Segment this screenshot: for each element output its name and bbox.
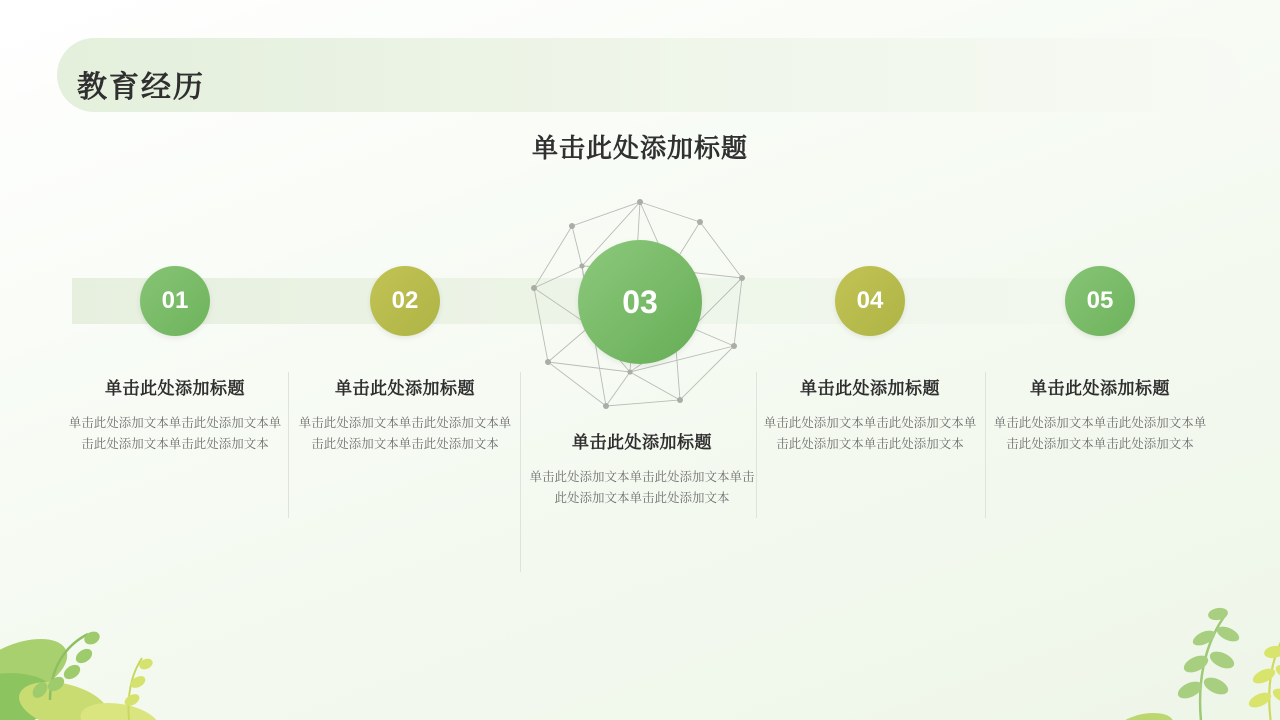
column-divider: [985, 372, 986, 518]
step-title-03: 单击此处添加标题: [572, 433, 712, 452]
step-title-02: 单击此处添加标题: [335, 379, 475, 398]
step-body-03: 单击此处添加文本单击此处添加文本单击此处添加文本单击此处添加文本: [529, 470, 755, 505]
step-body-04: 单击此处添加文本单击此处添加文本单击此处添加文本单击此处添加文本: [763, 416, 977, 451]
step-circle-02[interactable]: 02: [370, 266, 440, 336]
column-divider: [288, 372, 289, 518]
header-bar: [57, 38, 1239, 112]
step-circle-05[interactable]: 05: [1065, 266, 1135, 336]
step-title-01: 单击此处添加标题: [105, 379, 245, 398]
main-title: 单击此处添加标题: [531, 133, 748, 163]
step-column-05: [988, 374, 1212, 455]
column-divider: [756, 372, 757, 518]
step-column-01: [63, 374, 287, 455]
step-body-02: 单击此处添加文本单击此处添加文本单击此处添加文本单击此处添加文本: [298, 416, 512, 451]
column-divider: [520, 372, 521, 572]
step-title-05: 单击此处添加标题: [1030, 379, 1170, 398]
step-circle-03[interactable]: 03: [578, 240, 702, 364]
step-column-03: [528, 428, 756, 509]
page-title: 教育经历: [77, 71, 205, 104]
step-column-02: [293, 374, 517, 455]
step-body-05: 单击此处添加文本单击此处添加文本单击此处添加文本单击此处添加文本: [993, 416, 1207, 451]
step-body-01: 单击此处添加文本单击此处添加文本单击此处添加文本单击此处添加文本: [68, 416, 282, 451]
step-title-04: 单击此处添加标题: [800, 379, 940, 398]
step-circle-01[interactable]: 01: [140, 266, 210, 336]
step-column-04: [758, 374, 982, 455]
leaf-decoration-left: [0, 550, 310, 720]
leaf-decoration-right: [990, 560, 1280, 720]
step-circle-04[interactable]: 04: [835, 266, 905, 336]
